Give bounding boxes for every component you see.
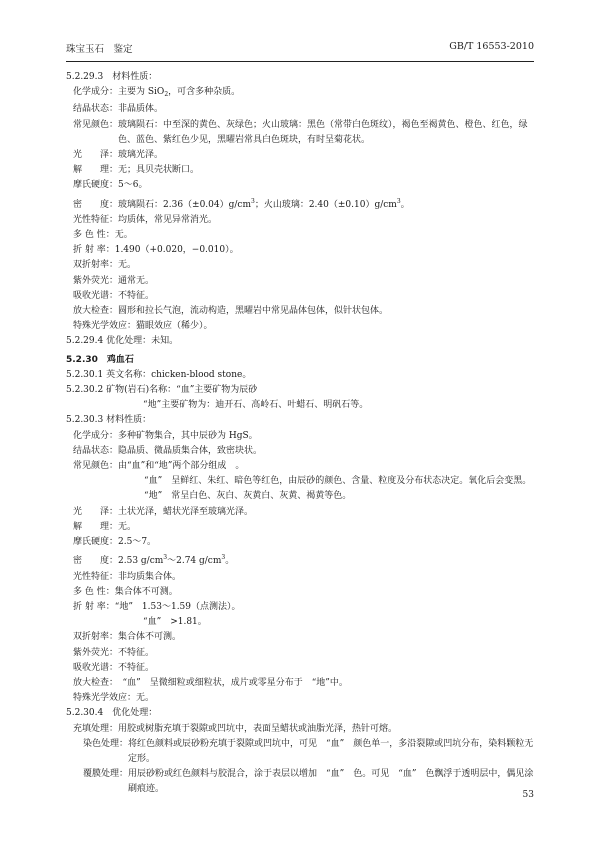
mineral-name: 5.2.30.2 矿物(岩石)名称：“血”主要矿物为辰砂 (66, 385, 258, 396)
section-heading: 5.2.30.4 优化处理： (66, 708, 158, 719)
magnification: 放大检查：圆形和拉长气泡，流动构造，黑曜岩中常见晶体包体，似针状包体。 (73, 306, 389, 317)
english-name: 5.2.30.1 英文名称：chicken-blood stone。 (66, 369, 252, 380)
common-color: 常见颜色： 玻璃陨石：中至深的黄色、灰绿色；火山玻璃：黑色（常带白色斑纹），褐色至褐黄色、橙色、红色，绿色、蓝色、紫红色少见，黑曜岩常具白色斑块，有时呈菊花状。 (73, 119, 528, 145)
dyeing-treatment: 染色处理： 将红色颜料或辰砂粉充填于裂隙或凹坑中，可见 “血” 颜色单一，多沿裂隙或凹坑分布，染料颗粒无定形。 (83, 738, 534, 764)
crystal-state: 结晶状态：非晶质体。 (73, 104, 164, 115)
luster: 光 泽：玻璃光泽。 (73, 150, 164, 161)
absorption-spectrum: 吸收光谱：不特征。 (73, 662, 155, 673)
header-rule (66, 61, 534, 62)
pleochroism: 多 色 性：无。 (73, 230, 133, 241)
refractive-index: 折 射 率：“地” 1.53～1.59（点测法）。 (73, 601, 241, 612)
page-header (66, 41, 534, 57)
color-ground: “地” 常呈白色、灰白、灰黄白、灰黄、褐黄等色。 (144, 491, 352, 502)
filling-treatment: 充填处理： 用胶或树脂充填于裂隙或凹坑中，表面呈蜡状或油脂光泽，热针可熔。 (73, 723, 398, 734)
optical-character: 光性特征：均质体，常见异常消光。 (73, 214, 218, 225)
section-title: 5.2.30 鸡血石 (66, 354, 134, 365)
density: 密 度：玻璃陨石：$2.36(\pm 0.04)g/cm^3$；火山玻璃：$2.40(\pm 0.10)g/cm^3$。 (73, 197, 410, 210)
hardness: 摩氏硬度：5～6。 (73, 180, 148, 191)
cleavage: 解 理：无；具贝壳状断口。 (73, 165, 200, 176)
section-heading: 5.2.29.3 材料性质： (66, 72, 158, 82)
color-blood: “血” 呈鲜红、朱红、暗色等红色，由辰砂的颜色、含量、粒度及分布状态决定。氧化后会变黑。 (144, 476, 532, 487)
special-optical-effect: 特殊光学效应：猫眼效应（稀少）。 (73, 321, 213, 332)
birefringence: 双折射率：无。 (73, 260, 137, 271)
mineral-name-ground: “地”主要矿物为：迪开石、高岭石、叶蜡石、明矾石等。 (143, 400, 369, 411)
uv-fluorescence: 紫外荧光：不特征。 (73, 647, 155, 658)
document-body (66, 70, 534, 798)
luster: 光 泽：土状光泽，蜡状光泽至玻璃光泽。 (73, 506, 254, 517)
cleavage: 解 理：无。 (73, 521, 137, 532)
special-optical-effect: 特殊光学效应：无。 (73, 693, 155, 704)
section-heading: 5.2.30.3 材料性质： (66, 415, 152, 426)
coating-treatment: 覆膜处理： 用辰砂粉或红色颜料与胶混合，涂于表层以增加 “血” 色。可见 “血” 色飘浮于透明层中，偶见涂刷痕迹。 (83, 769, 534, 795)
pleochroism: 多 色 性：集合体不可测。 (73, 586, 178, 597)
chemical-composition: 化学成分：主要为 SiO$_2$，可含多种杂质。 (73, 87, 241, 99)
hardness: 摩氏硬度：2.5～7。 (73, 537, 157, 548)
uv-fluorescence: 紫外荧光：通常无。 (73, 275, 155, 286)
header-title: 珠宝玉石 鉴定 (66, 44, 133, 55)
crystal-state: 结晶状态：隐晶质、微晶质集合体，致密块状。 (73, 445, 263, 456)
header-standard-number: GB/T 16553-2010 (449, 41, 534, 52)
absorption-spectrum: 吸收光谱：不特征。 (73, 290, 155, 301)
birefringence: 双折射率：集合体不可测。 (73, 632, 182, 643)
optical-character: 光性特征：非均质集合体。 (73, 571, 182, 582)
chemical-composition: 化学成分：多种矿物集合，其中辰砂为 HgS。 (73, 430, 258, 441)
page-number: 53 (522, 790, 534, 800)
common-color: 常见颜色：由“血”和“地”两个部分组成 。 (73, 461, 245, 472)
magnification: 放大检查： “血” 呈微细粒或细粒状，成片或零星分布于 “地”中。 (73, 677, 348, 688)
refractive-index: 折 射 率：1.490（+0.020，−0.010）。 (73, 245, 239, 256)
treatment: 5.2.29.4 优化处理：未知。 (66, 336, 179, 347)
refractive-index-blood: “血” >1.81。 (143, 617, 207, 628)
density: 密 度：2.53 $g/cm^3\sim 2.74$ $g/cm^3$。 (73, 554, 235, 567)
